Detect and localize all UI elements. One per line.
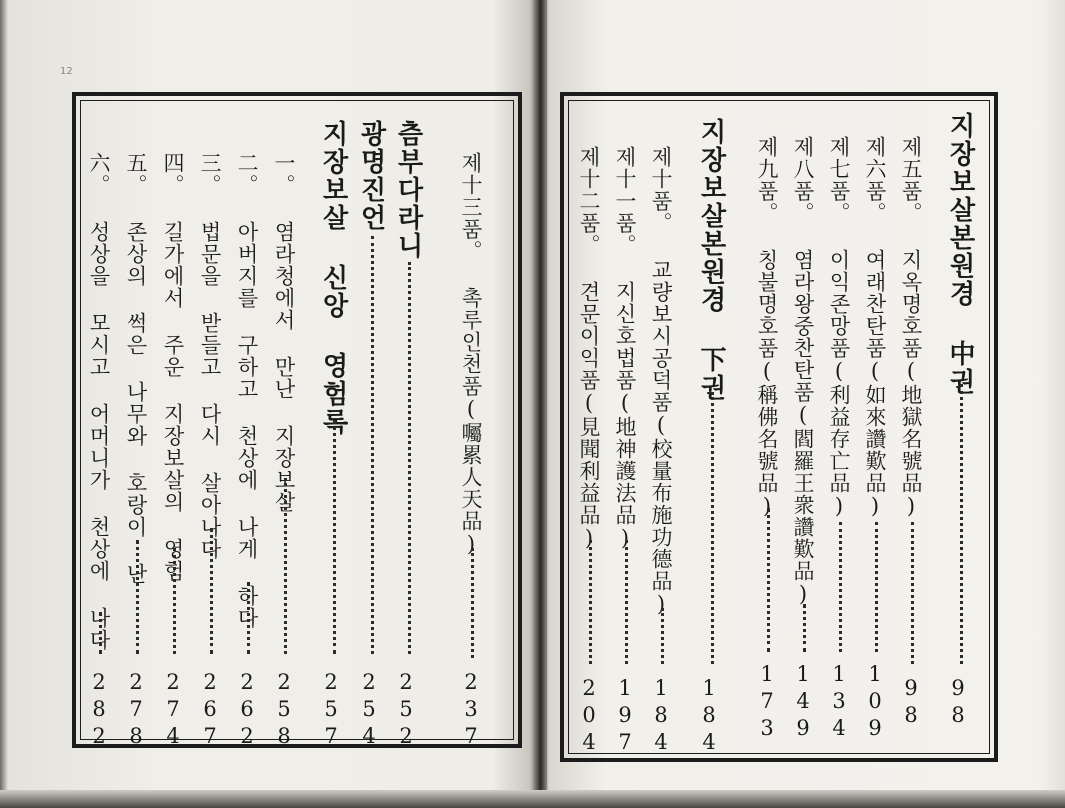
toc-section-title: 지장보살 신앙 영험록 (318, 120, 348, 436)
toc-page-number: 278 (124, 670, 148, 751)
toc-entry-text: 제九품。 칭불명호품(稱佛名號品) (755, 136, 779, 519)
toc-section-title: 광명진언 (356, 120, 386, 232)
toc-leader-dots (284, 478, 287, 654)
toc-entry-text: 六。 성상을 모시고 어머니가 천상에 나다 (87, 152, 111, 651)
toc-page-number: 257 (319, 670, 343, 751)
toc-entry-text: 제十一품。 지신호법품(地神護法品) (613, 146, 637, 551)
page-bottom-edge (0, 790, 1065, 808)
toc-entry-text: 五。 존상의 썩은 나무와 호랑이 난 (124, 152, 148, 585)
toc-page-number: 134 (827, 662, 851, 743)
toc-leader-dots (767, 508, 770, 652)
toc-page-number: 254 (357, 670, 381, 751)
toc-page-number: 237 (459, 670, 483, 751)
toc-page-number: 184 (649, 676, 673, 757)
toc-leader-dots (99, 612, 102, 654)
toc-page-number: 258 (272, 670, 296, 751)
toc-page-number: 184 (697, 676, 721, 757)
toc-entry-text: 제十二품。 견문이익품(見聞利益品) (577, 146, 601, 551)
toc-leader-dots (333, 420, 336, 654)
toc-page-number: 204 (577, 676, 601, 757)
toc-entry-text: 제十품。 교량보시공덕품(校量布施功德品) (649, 146, 673, 617)
toc-leader-dots (136, 540, 139, 654)
toc-leader-dots (173, 548, 176, 654)
toc-leader-dots (875, 522, 878, 652)
toc-volume-title: 지장보살본원경 下권 (696, 118, 726, 402)
toc-entry-text: 一。 염라청에서 만난 지장보살 (272, 152, 296, 513)
toc-leader-dots (911, 522, 914, 664)
toc-page-number: 98 (899, 676, 923, 730)
page-corner-mark: 12 (60, 66, 73, 77)
toc-entry-text: 제八품。 염라왕중찬탄품(閻羅王衆讚歎品) (791, 136, 815, 607)
toc-page-number: 173 (755, 662, 779, 743)
toc-page-number: 267 (198, 670, 222, 751)
toc-page-number: 197 (613, 676, 637, 757)
toc-leader-dots (471, 548, 474, 658)
toc-leader-dots (371, 236, 374, 654)
toc-entry-text: 四。 길가에서 주운 지장보살의 영험 (161, 152, 185, 582)
toc-leader-dots (210, 528, 213, 654)
toc-leader-dots (711, 392, 714, 664)
toc-entry-text: 제六품。 여래찬탄품(如來讚歎品) (863, 136, 887, 519)
toc-leader-dots (247, 582, 250, 654)
toc-entry-text: 제十三품。 촉루인천품(囑累人天品) (459, 152, 483, 557)
toc-entry-text: 제七품。 이익존망품(利益存亡品) (827, 136, 851, 519)
toc-leader-dots (661, 608, 664, 664)
toc-page-number: 98 (946, 676, 970, 730)
toc-leader-dots (625, 540, 628, 664)
book-gutter (533, 0, 547, 808)
toc-page-number: 149 (791, 662, 815, 743)
toc-section-title: 츰부다라니 (393, 120, 423, 260)
toc-leader-dots (839, 522, 842, 652)
toc-page-number: 282 (87, 670, 111, 751)
toc-page-number: 252 (394, 670, 418, 751)
toc-entry-text: 二。 아버지를 구하고 천상에 나게 하다 (235, 152, 259, 629)
toc-leader-dots (589, 540, 592, 664)
toc-leader-dots (803, 604, 806, 652)
toc-page-number: 274 (161, 670, 185, 751)
toc-leader-dots (408, 262, 411, 654)
toc-entry-text: 三。 법문을 받들고 다시 살아나다 (198, 152, 222, 560)
toc-entry-text: 제五품。 지옥명호품(地獄名號品) (899, 136, 923, 519)
toc-leader-dots (960, 384, 963, 664)
toc-page-number: 262 (235, 670, 259, 751)
toc-page-number: 109 (863, 662, 887, 743)
toc-volume-title: 지장보살본원경 中권 (945, 112, 975, 396)
